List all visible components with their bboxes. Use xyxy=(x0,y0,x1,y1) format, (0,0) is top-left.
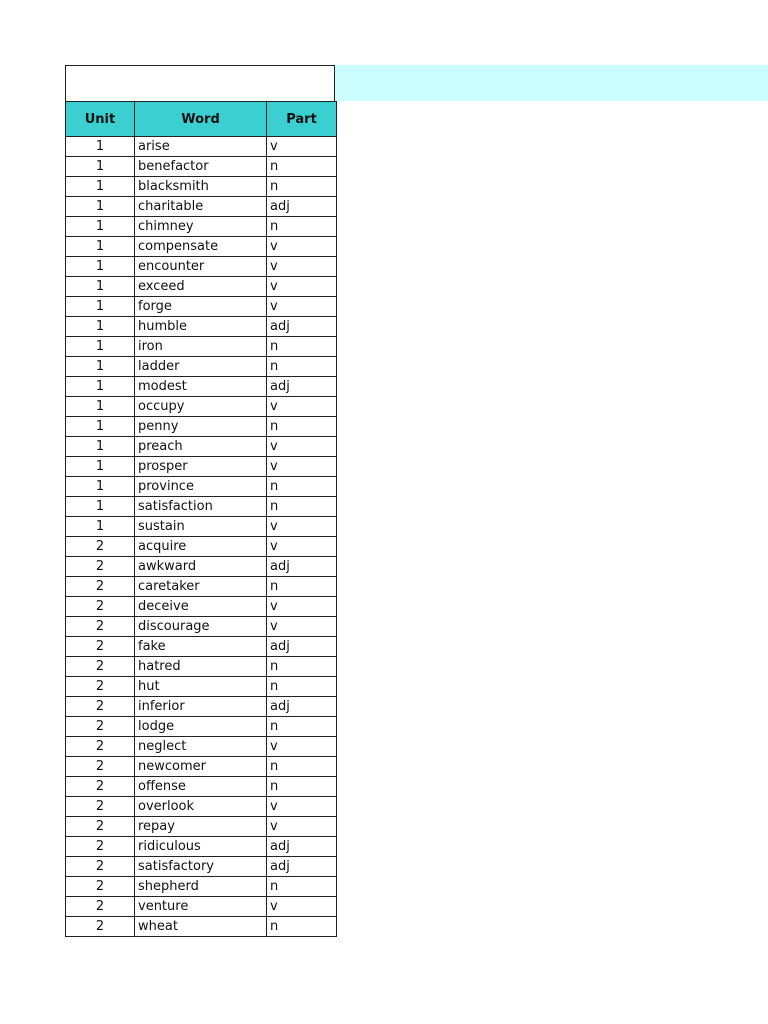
part-cell[interactable]: n xyxy=(267,877,337,897)
word-cell[interactable]: hut xyxy=(135,677,267,697)
table-row xyxy=(66,177,337,197)
table-row xyxy=(66,457,337,477)
part-cell[interactable]: v xyxy=(267,277,337,297)
part-cell[interactable]: n xyxy=(267,357,337,377)
part-cell[interactable]: v xyxy=(267,897,337,917)
word-cell[interactable]: encounter xyxy=(135,257,267,277)
unit-cell[interactable]: 2 xyxy=(66,797,135,817)
unit-cell[interactable]: 1 xyxy=(66,397,135,417)
table-row xyxy=(66,517,337,537)
unit-cell[interactable]: 1 xyxy=(66,437,135,457)
part-cell[interactable]: v xyxy=(267,797,337,817)
part-cell[interactable]: n xyxy=(267,337,337,357)
unit-cell[interactable]: 2 xyxy=(66,577,135,597)
part-cell[interactable]: v xyxy=(267,297,337,317)
unit-cell[interactable]: 1 xyxy=(66,337,135,357)
table-body xyxy=(66,137,337,937)
table-row xyxy=(66,777,337,797)
part-cell[interactable]: adj xyxy=(267,857,337,877)
part-cell[interactable]: n xyxy=(267,497,337,517)
part-cell[interactable]: v xyxy=(267,737,337,757)
unit-cell[interactable]: 1 xyxy=(66,457,135,477)
unit-cell[interactable]: 1 xyxy=(66,257,135,277)
word-cell[interactable]: discourage xyxy=(135,617,267,637)
part-cell[interactable]: n xyxy=(267,657,337,677)
unit-cell[interactable]: 1 xyxy=(66,157,135,177)
part-cell[interactable]: v xyxy=(267,437,337,457)
table-row xyxy=(66,697,337,717)
table-row xyxy=(66,877,337,897)
word-cell[interactable]: shepherd xyxy=(135,877,267,897)
part-cell[interactable]: adj xyxy=(267,377,337,397)
unit-cell[interactable]: 2 xyxy=(66,817,135,837)
table-row xyxy=(66,137,337,157)
unit-cell[interactable]: 2 xyxy=(66,737,135,757)
unit-cell[interactable]: 2 xyxy=(66,717,135,737)
table-row xyxy=(66,917,337,937)
table-row xyxy=(66,377,337,397)
table-row xyxy=(66,477,337,497)
part-cell[interactable]: adj xyxy=(267,197,337,217)
part-cell[interactable]: adj xyxy=(267,317,337,337)
table-row xyxy=(66,437,337,457)
table-row xyxy=(66,197,337,217)
unit-cell[interactable]: 2 xyxy=(66,657,135,677)
word-cell[interactable]: preach xyxy=(135,437,267,457)
table-row xyxy=(66,237,337,257)
unit-cell[interactable]: 1 xyxy=(66,497,135,517)
vocabulary-table xyxy=(65,101,337,937)
table-row xyxy=(66,337,337,357)
table-row xyxy=(66,657,337,677)
word-cell[interactable]: iron xyxy=(135,337,267,357)
part-cell[interactable]: v xyxy=(267,237,337,257)
table-row xyxy=(66,597,337,617)
unit-cell[interactable]: 1 xyxy=(66,357,135,377)
word-cell[interactable]: satisfaction xyxy=(135,497,267,517)
word-cell[interactable]: blacksmith xyxy=(135,177,267,197)
unit-cell[interactable]: 1 xyxy=(66,137,135,157)
word-cell[interactable]: modest xyxy=(135,377,267,397)
word-cell[interactable]: awkward xyxy=(135,557,267,577)
word-cell[interactable]: penny xyxy=(135,417,267,437)
unit-cell[interactable]: 2 xyxy=(66,877,135,897)
part-cell[interactable]: v xyxy=(267,397,337,417)
part-cell[interactable]: n xyxy=(267,677,337,697)
word-cell[interactable]: province xyxy=(135,477,267,497)
unit-cell[interactable]: 2 xyxy=(66,597,135,617)
part-cell[interactable]: n xyxy=(267,577,337,597)
word-cell[interactable]: ridiculous xyxy=(135,837,267,857)
part-cell[interactable]: n xyxy=(267,477,337,497)
word-cell[interactable]: sustain xyxy=(135,517,267,537)
table-row xyxy=(66,497,337,517)
column-header-unit: Unit xyxy=(66,102,135,137)
word-cell[interactable]: overlook xyxy=(135,797,267,817)
unit-cell[interactable]: 2 xyxy=(66,917,135,937)
word-cell[interactable]: ladder xyxy=(135,357,267,377)
table-row xyxy=(66,637,337,657)
word-cell[interactable]: caretaker xyxy=(135,577,267,597)
word-cell[interactable]: humble xyxy=(135,317,267,337)
word-cell[interactable]: lodge xyxy=(135,717,267,737)
part-cell[interactable]: adj xyxy=(267,837,337,857)
table-row xyxy=(66,297,337,317)
unit-cell[interactable]: 2 xyxy=(66,697,135,717)
part-cell[interactable]: v xyxy=(267,817,337,837)
part-cell[interactable]: v xyxy=(267,137,337,157)
table-row xyxy=(66,717,337,737)
table-row xyxy=(66,617,337,637)
word-cell[interactable]: repay xyxy=(135,817,267,837)
word-cell[interactable]: chimney xyxy=(135,217,267,237)
table-row xyxy=(66,837,337,857)
part-cell[interactable]: n xyxy=(267,417,337,437)
unit-cell[interactable]: 1 xyxy=(66,417,135,437)
column-header-part: Part xyxy=(267,102,337,137)
word-cell[interactable]: compensate xyxy=(135,237,267,257)
table-row xyxy=(66,317,337,337)
part-cell[interactable]: v xyxy=(267,517,337,537)
table-row xyxy=(66,537,337,557)
unit-cell[interactable]: 2 xyxy=(66,537,135,557)
table-row xyxy=(66,417,337,437)
unit-cell[interactable]: 1 xyxy=(66,197,135,217)
table-row xyxy=(66,397,337,417)
table-row xyxy=(66,757,337,777)
table-row xyxy=(66,357,337,377)
word-cell[interactable]: benefactor xyxy=(135,157,267,177)
table-row xyxy=(66,577,337,597)
table-row xyxy=(66,557,337,577)
part-cell[interactable]: n xyxy=(267,777,337,797)
part-cell[interactable]: adj xyxy=(267,637,337,657)
word-cell[interactable]: prosper xyxy=(135,457,267,477)
part-cell[interactable]: adj xyxy=(267,557,337,577)
table-row xyxy=(66,157,337,177)
unit-cell[interactable]: 1 xyxy=(66,217,135,237)
word-cell[interactable]: fake xyxy=(135,637,267,657)
part-cell[interactable]: v xyxy=(267,597,337,617)
header-row xyxy=(66,102,337,137)
word-cell[interactable]: hatred xyxy=(135,657,267,677)
word-cell[interactable]: inferior xyxy=(135,697,267,717)
unit-cell[interactable]: 2 xyxy=(66,757,135,777)
column-header-word: Word xyxy=(135,102,267,137)
unit-cell[interactable]: 1 xyxy=(66,317,135,337)
word-cell[interactable]: satisfactory xyxy=(135,857,267,877)
word-cell[interactable]: arise xyxy=(135,137,267,157)
part-cell[interactable]: v xyxy=(267,617,337,637)
word-cell[interactable]: exceed xyxy=(135,277,267,297)
word-cell[interactable]: forge xyxy=(135,297,267,317)
unit-cell[interactable]: 2 xyxy=(66,857,135,877)
unit-cell[interactable]: 2 xyxy=(66,677,135,697)
word-cell[interactable]: offense xyxy=(135,777,267,797)
part-cell[interactable]: n xyxy=(267,177,337,197)
table-row xyxy=(66,257,337,277)
part-cell[interactable]: n xyxy=(267,217,337,237)
part-cell[interactable]: n xyxy=(267,157,337,177)
table-row xyxy=(66,857,337,877)
unit-cell[interactable]: 1 xyxy=(66,477,135,497)
word-cell[interactable]: deceive xyxy=(135,597,267,617)
part-cell[interactable]: v xyxy=(267,537,337,557)
unit-cell[interactable]: 2 xyxy=(66,897,135,917)
word-cell[interactable]: venture xyxy=(135,897,267,917)
part-cell[interactable]: n xyxy=(267,717,337,737)
table-row xyxy=(66,677,337,697)
table-row xyxy=(66,797,337,817)
table-row xyxy=(66,737,337,757)
unit-cell[interactable]: 2 xyxy=(66,557,135,577)
part-cell[interactable]: n xyxy=(267,917,337,937)
unit-cell[interactable]: 2 xyxy=(66,777,135,797)
table-row xyxy=(66,817,337,837)
word-cell[interactable]: neglect xyxy=(135,737,267,757)
part-cell[interactable]: v xyxy=(267,457,337,477)
word-cell[interactable]: newcomer xyxy=(135,757,267,777)
unit-cell[interactable]: 1 xyxy=(66,177,135,197)
word-cell[interactable]: charitable xyxy=(135,197,267,217)
table-row xyxy=(66,217,337,237)
part-cell[interactable]: adj xyxy=(267,697,337,717)
unit-cell[interactable]: 1 xyxy=(66,277,135,297)
table-row xyxy=(66,897,337,917)
unit-cell[interactable]: 1 xyxy=(66,377,135,397)
unit-cell[interactable]: 2 xyxy=(66,617,135,637)
part-cell[interactable]: n xyxy=(267,757,337,777)
unit-cell[interactable]: 2 xyxy=(66,837,135,857)
unit-cell[interactable]: 1 xyxy=(66,297,135,317)
word-cell[interactable]: occupy xyxy=(135,397,267,417)
table-row xyxy=(66,277,337,297)
part-cell[interactable]: v xyxy=(267,257,337,277)
word-cell[interactable]: acquire xyxy=(135,537,267,557)
unit-cell[interactable]: 1 xyxy=(66,237,135,257)
title-cell xyxy=(65,65,335,101)
word-cell[interactable]: wheat xyxy=(135,917,267,937)
unit-cell[interactable]: 2 xyxy=(66,637,135,657)
unit-cell[interactable]: 1 xyxy=(66,517,135,537)
